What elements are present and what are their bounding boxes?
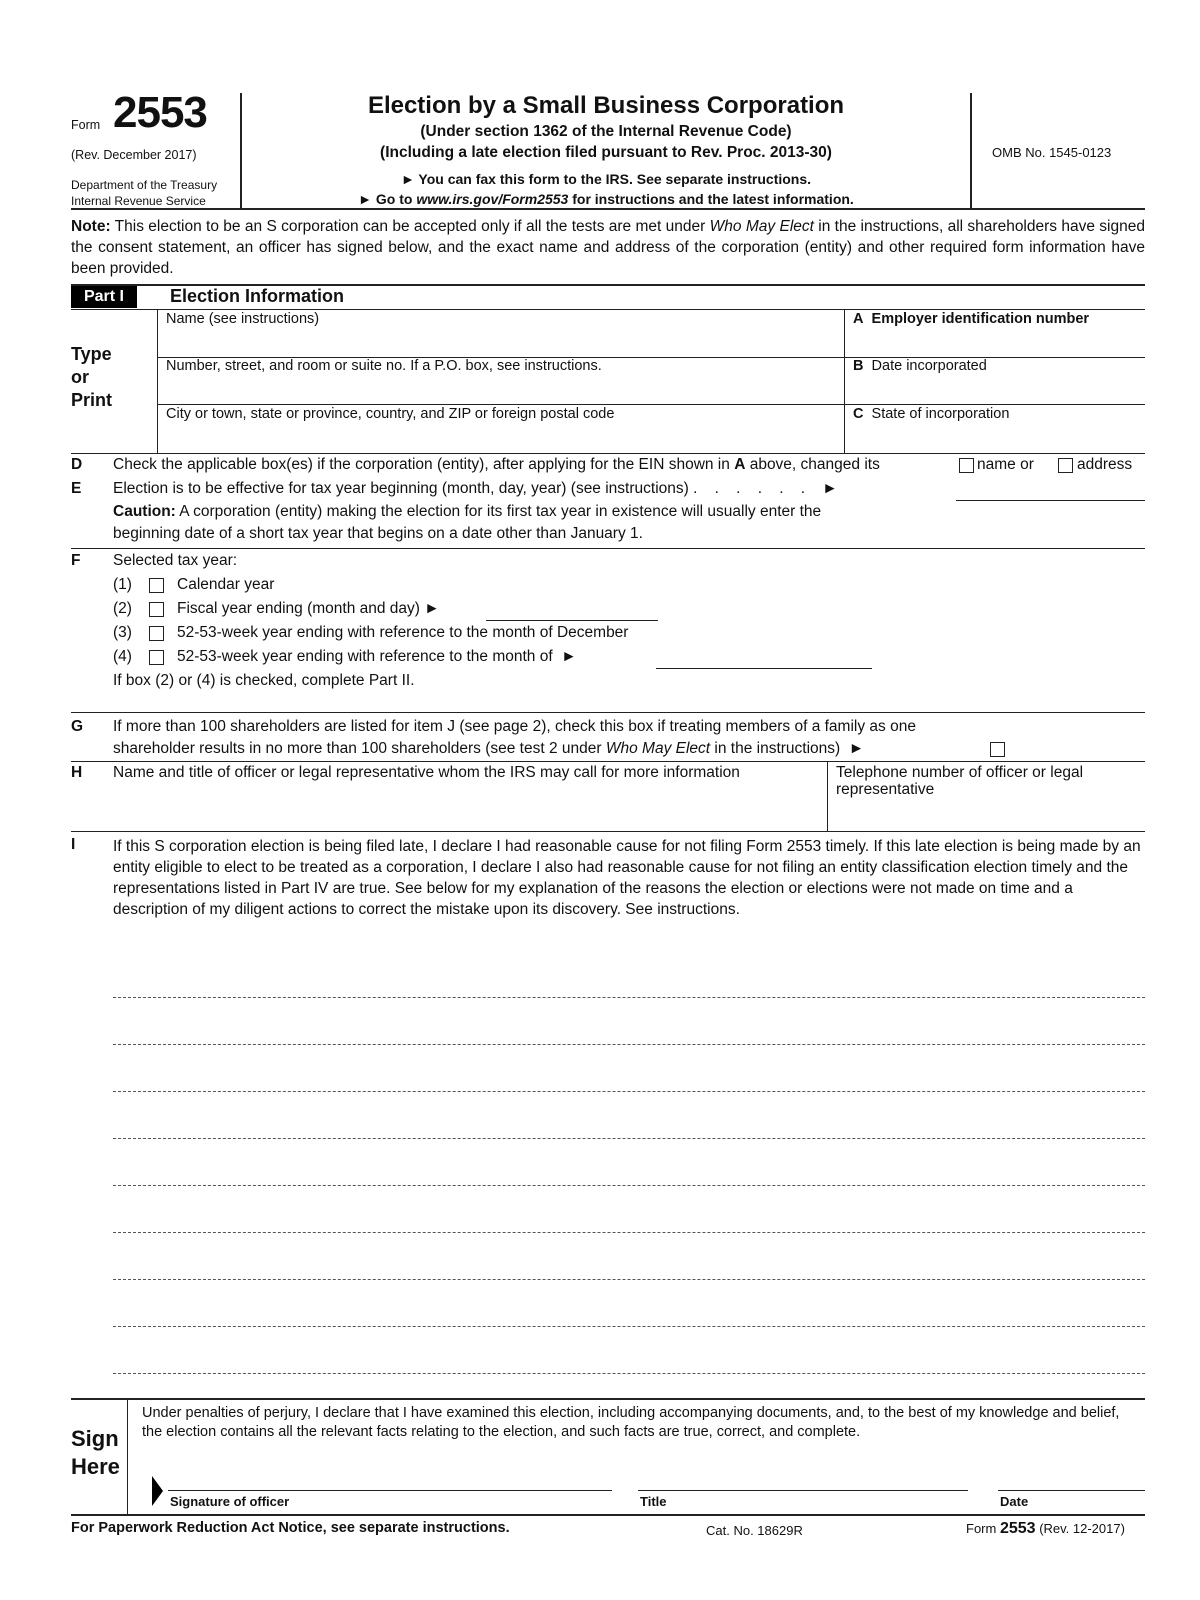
explanation-line[interactable] <box>113 1138 1145 1139</box>
fiscal-year-ending-input[interactable] <box>488 598 656 618</box>
fiscal-year-checkbox[interactable] <box>149 602 164 617</box>
fax-note: ► You can fax this form to the IRS. See separate instructions. <box>400 171 812 187</box>
city-label: City or town, state or province, country, and ZIP or foreign postal code <box>166 406 615 422</box>
line-g-text-2: shareholder results in no more than 100 shareholders (see test 2 under Who May Elect in the instructions) ► <box>113 740 865 757</box>
calendar-year-checkbox[interactable] <box>149 578 164 593</box>
dept-treasury: Department of the Treasury <box>71 178 218 192</box>
part-i-badge: Part I <box>71 286 137 308</box>
effective-date-line <box>956 500 1145 501</box>
title-label: Title <box>640 1494 667 1509</box>
form-number: 2553 <box>113 88 207 137</box>
family-shareholders-checkbox[interactable] <box>990 742 1005 757</box>
line-e-text: Election is to be effective for tax year beginning (month, day, year) (see instructions) . . . . . . ► <box>113 480 838 497</box>
date-label: Date <box>1000 1494 1029 1509</box>
signature-arrow-icon <box>152 1476 164 1506</box>
option-1-label: Calendar year <box>177 576 275 593</box>
week-month-checkbox[interactable] <box>149 650 164 665</box>
line-g-letter: G <box>71 718 84 735</box>
explanation-line[interactable] <box>113 1373 1145 1374</box>
part-i-title: Election Information <box>170 286 345 306</box>
name-changed-checkbox[interactable] <box>959 458 974 473</box>
corporation-name-input[interactable] <box>166 331 836 353</box>
omb-number: OMB No. 1545-0123 <box>992 145 1112 160</box>
line-h-text: Name and title of officer or legal representative whom the IRS may call for more information <box>113 764 740 781</box>
perjury-statement: Under penalties of perjury, I declare that I have examined this election, including accompanying documents, and, to the best of my knowledge and belief, the election contains all the relevant facts relating to the election, and such facts are true, correct, and complete. <box>142 1405 1120 1440</box>
phone-label-2: representative <box>836 781 935 798</box>
caution-text: Caution: A corporation (entity) making the election for its first tax year in existence will usually enter the <box>113 503 822 520</box>
officer-name-title-input[interactable] <box>113 795 823 817</box>
option-3-number: (3) <box>113 624 132 641</box>
line-i-letter: I <box>71 836 76 853</box>
line-f-title: Selected tax year: <box>113 552 238 569</box>
signature-label: Signature of officer <box>170 1494 290 1509</box>
explanation-line[interactable] <box>113 1326 1145 1327</box>
option-4-label: 52-53-week year ending with reference to the month of ► <box>177 648 577 665</box>
explanation-line[interactable] <box>113 1185 1145 1186</box>
line-f-footer: If box (2) or (4) is checked, complete Part II. <box>113 672 415 689</box>
date-incorporated-label: B Date incorporated <box>853 358 987 374</box>
line-f-letter: F <box>71 552 81 569</box>
line-d-text: Check the applicable box(es) if the corporation (entity), after applying for the EIN shown in A above, changed its <box>113 456 880 473</box>
sign-here-label: Sign Here <box>71 1426 120 1479</box>
street-address-input[interactable] <box>166 378 836 400</box>
option-2-label: Fiscal year ending (month and day) ► <box>177 600 440 617</box>
paperwork-notice: For Paperwork Reduction Act Notice, see separate instructions. <box>71 1520 510 1536</box>
date-incorporated-input[interactable] <box>853 378 1138 400</box>
street-label: Number, street, and room or suite no. If a P.O. box, see instructions. <box>166 358 602 374</box>
line-d-letter: D <box>71 456 83 473</box>
ein-input[interactable] <box>853 331 1138 353</box>
option-2-number: (2) <box>113 600 132 617</box>
explanation-line[interactable] <box>113 1044 1145 1045</box>
goto-note: ► Go to www.irs.gov/Form2553 for instructions and the latest information. <box>358 191 854 207</box>
option-3-label: 52-53-week year ending with reference to the month of December <box>177 624 629 641</box>
name-label: Name (see instructions) <box>166 311 320 327</box>
officer-signature-input[interactable] <box>170 1466 610 1488</box>
officer-title-input[interactable] <box>640 1466 966 1488</box>
line-e-letter: E <box>71 480 82 497</box>
footer-form-id: Form 2553 (Rev. 12-2017) <box>966 1520 1125 1537</box>
line-h-letter: H <box>71 764 83 781</box>
form-subtitle-2: (Including a late election filed pursuant to Rev. Proc. 2013-30) <box>380 144 832 161</box>
week-december-checkbox[interactable] <box>149 626 164 641</box>
address-changed-label: address <box>1077 456 1133 473</box>
explanation-line[interactable] <box>113 1279 1145 1280</box>
effective-date-input[interactable] <box>958 478 1144 498</box>
form-revision: (Rev. December 2017) <box>71 148 197 162</box>
form-subtitle-1: (Under section 1362 of the Internal Revenue Code) <box>420 123 792 140</box>
option-4-number: (4) <box>113 648 132 665</box>
explanation-line[interactable] <box>113 997 1145 998</box>
explanation-line[interactable] <box>113 1232 1145 1233</box>
city-state-zip-input[interactable] <box>166 426 836 448</box>
line-g-text-1: If more than 100 shareholders are listed for item J (see page 2), check this box if treating members of a family as one <box>113 718 916 735</box>
irs-link[interactable]: www.irs.gov/Form2553 <box>416 191 569 207</box>
week-month-input[interactable] <box>658 646 870 666</box>
address-changed-checkbox[interactable] <box>1058 458 1073 473</box>
ein-label: A Employer identification number <box>853 311 1090 327</box>
line-i-text: If this S corporation election is being filed late, I declare I had reasonable cause for not filing Form 2553 timely. If this late election is being made by an entity eligible to elect to be treated as a corporation, I declare I also had reasonable cause for not filing an entity classification election timely and the representations listed in Part IV are true. See below for my explanation of the reasons the election or elections were not made on time and a description of my diligent actions to correct the mistake upon its discovery. See instructions. <box>113 838 1141 918</box>
irs-name: Internal Revenue Service <box>71 194 206 208</box>
officer-phone-input[interactable] <box>836 803 1136 825</box>
name-changed-label: name or <box>977 456 1034 473</box>
explanation-line[interactable] <box>113 1091 1145 1092</box>
cat-number: Cat. No. 18629R <box>706 1523 803 1538</box>
form-title: Election by a Small Business Corporation <box>367 92 845 119</box>
phone-label-1: Telephone number of officer or legal <box>836 764 1084 781</box>
option-1-number: (1) <box>113 576 132 593</box>
note-paragraph: Note: This election to be an S corporation can be accepted only if all the tests are met under Who May Elect in the instructions, all shareholders have signed the consent statement, an officer has signed below, and the exact name and address of the corporation (entity) and other required form information have been provided. <box>71 218 1145 277</box>
state-incorporation-input[interactable] <box>853 426 1138 448</box>
sign-date-input[interactable] <box>1000 1466 1142 1488</box>
state-incorporation-label: C State of incorporation <box>853 406 1010 422</box>
caution-text-2: beginning date of a short tax year that begins on a date other than January 1. <box>113 525 643 542</box>
form-word: Form <box>71 118 101 132</box>
